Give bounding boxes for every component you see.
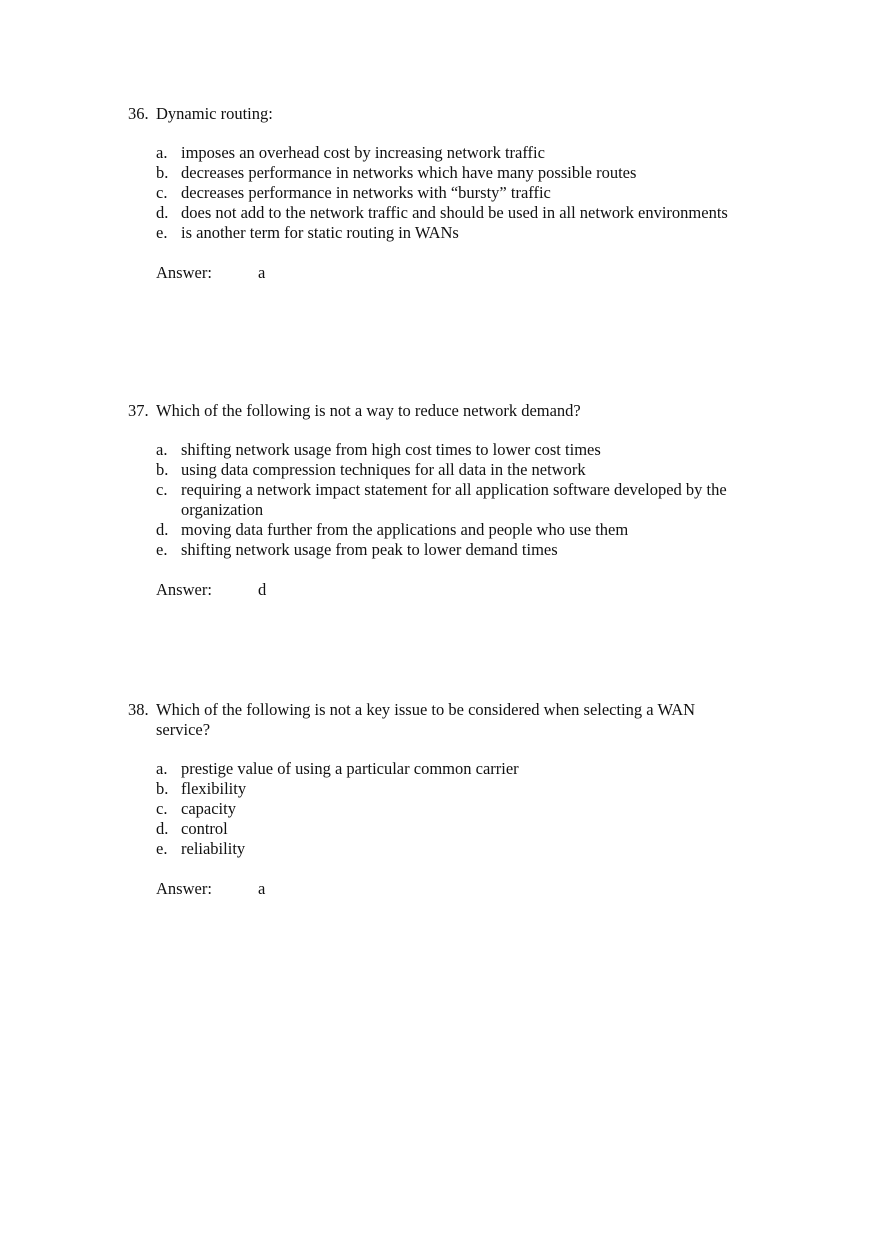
- option-letter: b.: [156, 779, 169, 798]
- question-number: 37.: [128, 401, 149, 420]
- option-item: [156, 223, 738, 243]
- option-text: does not add to the network traffic and should be used in all network environments: [181, 203, 728, 222]
- option-item: [156, 759, 738, 779]
- option-letter: e.: [156, 540, 168, 559]
- question-text: Dynamic routing:: [156, 104, 273, 123]
- option-text: reliability: [181, 839, 246, 858]
- option-text: shifting network usage from high cost times to lower cost times: [181, 440, 601, 459]
- option-text: is another term for static routing in WANs: [181, 223, 459, 242]
- option-letter: d.: [156, 520, 169, 539]
- option-text: prestige value of using a particular common carrier: [181, 759, 519, 778]
- option-item: [156, 799, 738, 819]
- answer-label: Answer:: [156, 580, 212, 599]
- option-text: decreases performance in networks with “bursty” traffic: [181, 183, 551, 202]
- option-item: [156, 183, 738, 203]
- options-list: [156, 440, 738, 560]
- option-text: control: [181, 819, 228, 838]
- answer-line: [156, 879, 738, 899]
- option-item: [156, 480, 738, 520]
- option-item: [156, 839, 738, 859]
- option-item: [156, 143, 738, 163]
- option-letter: a.: [156, 440, 168, 459]
- answer-value: d: [258, 580, 267, 599]
- question-number: 38.: [128, 700, 149, 719]
- option-letter: c.: [156, 799, 168, 818]
- question-stem: [128, 700, 738, 740]
- option-letter: b.: [156, 163, 169, 182]
- option-item: [156, 819, 738, 839]
- option-item: [156, 163, 738, 183]
- options-list: [156, 759, 738, 859]
- question-number: 36.: [128, 104, 149, 123]
- option-item: [156, 203, 738, 223]
- option-letter: a.: [156, 143, 168, 162]
- option-text: using data compression techniques for all data in the network: [181, 460, 586, 479]
- option-letter: e.: [156, 223, 168, 242]
- question-text: Which of the following is not a way to reduce network demand?: [156, 401, 581, 420]
- options-list: [156, 143, 738, 243]
- option-item: [156, 520, 738, 540]
- question-37: [128, 401, 738, 600]
- option-letter: e.: [156, 839, 168, 858]
- option-text: shifting network usage from peak to lower demand times: [181, 540, 558, 559]
- answer-value: a: [258, 879, 266, 898]
- answer-label: Answer:: [156, 879, 212, 898]
- answer-value: a: [258, 263, 266, 282]
- question-38: [128, 700, 738, 899]
- question-36: [128, 104, 738, 283]
- question-stem: [128, 401, 738, 421]
- option-letter: b.: [156, 460, 169, 479]
- question-text: Which of the following is not a key issue to be considered when selecting a WAN service?: [156, 700, 696, 739]
- answer-label: Answer:: [156, 263, 212, 282]
- question-stem: [128, 104, 738, 124]
- option-text: flexibility: [181, 779, 247, 798]
- option-letter: a.: [156, 759, 168, 778]
- answer-line: [156, 263, 738, 283]
- option-letter: c.: [156, 480, 168, 499]
- option-item: [156, 440, 738, 460]
- option-item: [156, 779, 738, 799]
- option-item: [156, 460, 738, 480]
- option-text: moving data further from the applications and people who use them: [181, 520, 629, 539]
- option-text: requiring a network impact statement for all application software developed by the organization: [181, 480, 727, 519]
- answer-line: [156, 580, 738, 600]
- option-item: [156, 540, 738, 560]
- option-letter: d.: [156, 203, 169, 222]
- option-letter: d.: [156, 819, 169, 838]
- option-text: imposes an overhead cost by increasing network traffic: [181, 143, 545, 162]
- option-text: capacity: [181, 799, 236, 818]
- option-text: decreases performance in networks which have many possible routes: [181, 163, 637, 182]
- option-letter: c.: [156, 183, 168, 202]
